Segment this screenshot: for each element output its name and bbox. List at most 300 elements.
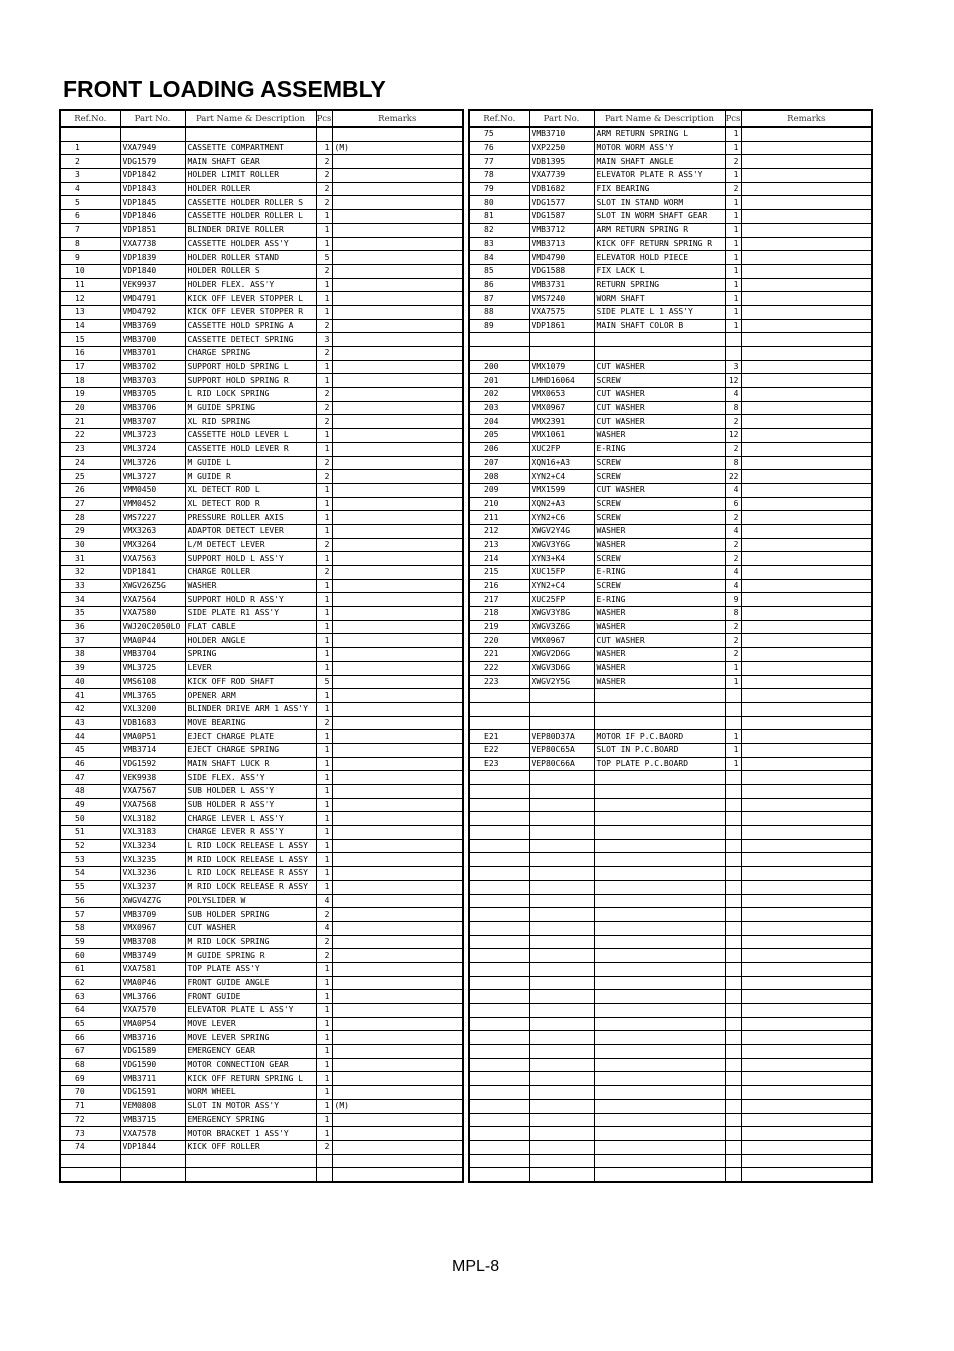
cell-pcs: 4 <box>725 388 741 402</box>
cell-part: VDG1588 <box>529 264 594 278</box>
cell-remarks <box>332 990 463 1004</box>
cell-ref: 25 <box>60 470 120 484</box>
cell-remarks <box>741 401 872 415</box>
cell-part: VDP1843 <box>120 182 185 196</box>
cell-ref: 33 <box>60 579 120 593</box>
cell-pcs: 4 <box>316 894 332 908</box>
header-desc: Part Name & Description <box>594 110 725 127</box>
cell-part <box>120 127 185 141</box>
cell-part: VMX1079 <box>529 360 594 374</box>
cell-desc: SUPPORT HOLD R ASS'Y <box>185 593 316 607</box>
cell-remarks <box>741 470 872 484</box>
cell-pcs <box>725 935 741 949</box>
cell-desc: WASHER <box>594 524 725 538</box>
cell-pcs: 1 <box>316 1072 332 1086</box>
cell-remarks <box>332 702 463 716</box>
cell-part <box>529 867 594 881</box>
cell-part: VXA7575 <box>529 305 594 319</box>
cell-pcs: 1 <box>725 210 741 224</box>
cell-ref <box>469 1058 529 1072</box>
table-row <box>469 196 872 210</box>
table-row <box>469 388 872 402</box>
cell-remarks <box>741 497 872 511</box>
cell-part: VDP1839 <box>120 251 185 265</box>
table-row <box>469 278 872 292</box>
cell-pcs: 1 <box>316 812 332 826</box>
cell-pcs: 4 <box>725 483 741 497</box>
cell-desc: ADAPTOR DETECT LEVER <box>185 524 316 538</box>
cell-ref: 14 <box>60 319 120 333</box>
cell-pcs: 5 <box>316 251 332 265</box>
cell-ref: 221 <box>469 648 529 662</box>
cell-remarks <box>741 702 872 716</box>
cell-ref: 48 <box>60 785 120 799</box>
cell-ref: 49 <box>60 798 120 812</box>
cell-ref: 76 <box>469 141 529 155</box>
cell-ref: 203 <box>469 401 529 415</box>
cell-pcs: 4 <box>725 524 741 538</box>
cell-remarks <box>741 593 872 607</box>
table-row <box>60 347 463 361</box>
cell-part: VDB1683 <box>120 716 185 730</box>
cell-part <box>529 347 594 361</box>
cell-remarks <box>332 237 463 251</box>
cell-ref <box>469 1045 529 1059</box>
cell-part: VXA7739 <box>529 169 594 183</box>
cell-part: VMX0967 <box>120 921 185 935</box>
cell-ref: 10 <box>60 264 120 278</box>
cell-ref <box>60 1168 120 1182</box>
cell-remarks <box>741 1045 872 1059</box>
cell-pcs: 1 <box>725 251 741 265</box>
table-row <box>60 1113 463 1127</box>
cell-desc: SUPPORT HOLD SPRING L <box>185 360 316 374</box>
cell-ref <box>469 826 529 840</box>
cell-remarks <box>332 401 463 415</box>
cell-pcs: 1 <box>316 785 332 799</box>
cell-remarks <box>741 798 872 812</box>
cell-remarks <box>741 880 872 894</box>
cell-pcs: 2 <box>316 401 332 415</box>
cell-part: XUC25FP <box>529 593 594 607</box>
cell-desc: MOVE LEVER SPRING <box>185 1031 316 1045</box>
cell-ref: 37 <box>60 634 120 648</box>
cell-part <box>120 1168 185 1182</box>
cell-remarks <box>332 620 463 634</box>
cell-ref: 26 <box>60 483 120 497</box>
table-row <box>469 1086 872 1100</box>
cell-remarks <box>741 634 872 648</box>
cell-desc <box>594 689 725 703</box>
cell-desc: MOVE LEVER <box>185 1017 316 1031</box>
cell-desc: POLYSLIDER W <box>185 894 316 908</box>
cell-remarks <box>741 374 872 388</box>
table-row <box>60 155 463 169</box>
cell-pcs: 1 <box>316 552 332 566</box>
cell-desc: WASHER <box>594 607 725 621</box>
cell-desc <box>594 990 725 1004</box>
table-header <box>469 110 872 127</box>
cell-pcs: 1 <box>316 853 332 867</box>
cell-ref <box>469 880 529 894</box>
cell-desc: CHARGE LEVER L ASS'Y <box>185 812 316 826</box>
table-row <box>60 962 463 976</box>
cell-remarks <box>332 962 463 976</box>
cell-remarks <box>741 743 872 757</box>
cell-remarks <box>332 388 463 402</box>
table-row <box>60 579 463 593</box>
table-row <box>60 880 463 894</box>
cell-part: VDG1579 <box>120 155 185 169</box>
table-row <box>60 675 463 689</box>
table-row <box>60 566 463 580</box>
cell-ref: 204 <box>469 415 529 429</box>
cell-ref: 34 <box>60 593 120 607</box>
cell-pcs: 1 <box>725 141 741 155</box>
cell-part: XWGV2D6G <box>529 648 594 662</box>
cell-ref: 30 <box>60 538 120 552</box>
cell-desc <box>594 1140 725 1154</box>
cell-desc: WORM WHEEL <box>185 1086 316 1100</box>
cell-remarks <box>741 976 872 990</box>
cell-ref: 54 <box>60 867 120 881</box>
cell-desc: CUT WASHER <box>594 401 725 415</box>
cell-desc: FRONT GUIDE <box>185 990 316 1004</box>
cell-ref: 218 <box>469 607 529 621</box>
cell-part: VMB3709 <box>120 908 185 922</box>
cell-pcs: 1 <box>725 305 741 319</box>
cell-desc <box>594 949 725 963</box>
cell-remarks <box>741 1113 872 1127</box>
cell-remarks <box>741 867 872 881</box>
cell-part: VXA7563 <box>120 552 185 566</box>
cell-pcs: 5 <box>316 675 332 689</box>
cell-desc: XL DETECT ROD L <box>185 483 316 497</box>
cell-ref: 8 <box>60 237 120 251</box>
cell-ref: 66 <box>60 1031 120 1045</box>
cell-remarks <box>332 1168 463 1182</box>
cell-part <box>529 962 594 976</box>
cell-remarks <box>332 470 463 484</box>
cell-pcs: 1 <box>316 223 332 237</box>
cell-pcs: 1 <box>725 675 741 689</box>
cell-ref: 3 <box>60 169 120 183</box>
cell-ref: 22 <box>60 429 120 443</box>
cell-desc: CUT WASHER <box>185 921 316 935</box>
cell-pcs: 2 <box>725 538 741 552</box>
cell-remarks <box>741 607 872 621</box>
cell-remarks <box>332 716 463 730</box>
cell-remarks <box>332 456 463 470</box>
cell-pcs: 1 <box>316 579 332 593</box>
cell-remarks <box>741 196 872 210</box>
cell-pcs: 1 <box>316 1086 332 1100</box>
cell-part: VMB3707 <box>120 415 185 429</box>
table-row <box>60 990 463 1004</box>
cell-part <box>529 333 594 347</box>
cell-ref: 89 <box>469 319 529 333</box>
cell-ref: 73 <box>60 1127 120 1141</box>
cell-pcs: 1 <box>316 1099 332 1113</box>
cell-part: XYN2+C6 <box>529 511 594 525</box>
cell-pcs: 2 <box>316 456 332 470</box>
cell-ref: 57 <box>60 908 120 922</box>
cell-pcs: 1 <box>725 278 741 292</box>
cell-pcs: 12 <box>725 374 741 388</box>
table-row <box>60 702 463 716</box>
cell-part: LMHD16064 <box>529 374 594 388</box>
cell-part: VDP1842 <box>120 169 185 183</box>
table-row <box>469 771 872 785</box>
cell-pcs <box>725 689 741 703</box>
cell-remarks <box>741 675 872 689</box>
cell-remarks <box>741 785 872 799</box>
cell-ref: 29 <box>60 524 120 538</box>
table-row <box>60 812 463 826</box>
cell-ref <box>469 1017 529 1031</box>
cell-remarks <box>332 771 463 785</box>
cell-ref <box>469 908 529 922</box>
cell-pcs: 1 <box>725 730 741 744</box>
cell-ref <box>469 1140 529 1154</box>
page-title: FRONT LOADING ASSEMBLY <box>63 76 386 102</box>
cell-remarks <box>741 990 872 1004</box>
table-row <box>60 976 463 990</box>
cell-part <box>529 798 594 812</box>
cell-pcs <box>725 976 741 990</box>
cell-desc: TOP PLATE ASS'Y <box>185 962 316 976</box>
cell-part: VDP1840 <box>120 264 185 278</box>
cell-part: VMM0450 <box>120 483 185 497</box>
cell-desc <box>185 127 316 141</box>
cell-ref: 213 <box>469 538 529 552</box>
cell-ref: 38 <box>60 648 120 662</box>
table-row <box>469 812 872 826</box>
cell-remarks <box>332 1045 463 1059</box>
cell-desc: ELEVATOR PLATE L ASS'Y <box>185 1004 316 1018</box>
cell-remarks <box>332 757 463 771</box>
cell-desc: KICK OFF ROD SHAFT <box>185 675 316 689</box>
cell-pcs: 1 <box>725 196 741 210</box>
cell-ref <box>469 347 529 361</box>
cell-pcs: 1 <box>316 757 332 771</box>
cell-desc: KICK OFF LEVER STOPPER L <box>185 292 316 306</box>
cell-remarks <box>741 853 872 867</box>
cell-part: VML3724 <box>120 442 185 456</box>
cell-pcs: 2 <box>316 538 332 552</box>
cell-ref: 69 <box>60 1072 120 1086</box>
cell-ref <box>469 812 529 826</box>
cell-remarks <box>332 798 463 812</box>
cell-part: XYN2+C4 <box>529 470 594 484</box>
cell-desc: E-RING <box>594 442 725 456</box>
cell-pcs: 1 <box>316 976 332 990</box>
table-row <box>469 552 872 566</box>
cell-remarks <box>332 730 463 744</box>
cell-remarks <box>332 689 463 703</box>
cell-ref: 63 <box>60 990 120 1004</box>
cell-remarks <box>332 319 463 333</box>
cell-part: XWGV3Y8G <box>529 607 594 621</box>
table-row <box>60 620 463 634</box>
cell-remarks <box>741 648 872 662</box>
cell-ref <box>469 990 529 1004</box>
cell-desc: ELEVATOR PLATE R ASS'Y <box>594 169 725 183</box>
cell-part: VDP1845 <box>120 196 185 210</box>
cell-desc: FIX LACK L <box>594 264 725 278</box>
cell-desc: RETURN SPRING <box>594 278 725 292</box>
cell-ref <box>469 949 529 963</box>
cell-pcs <box>725 702 741 716</box>
cell-pcs: 1 <box>316 826 332 840</box>
table-row <box>469 880 872 894</box>
cell-ref <box>469 1154 529 1168</box>
cell-desc: CASSETTE HOLDER ASS'Y <box>185 237 316 251</box>
cell-remarks <box>332 251 463 265</box>
cell-remarks <box>332 415 463 429</box>
cell-desc: SLOT IN STAND WORM <box>594 196 725 210</box>
cell-ref: 58 <box>60 921 120 935</box>
cell-ref: 205 <box>469 429 529 443</box>
cell-desc: FLAT CABLE <box>185 620 316 634</box>
cell-desc: WASHER <box>594 648 725 662</box>
cell-remarks <box>332 374 463 388</box>
table-row <box>60 839 463 853</box>
cell-pcs: 2 <box>316 155 332 169</box>
table-row <box>469 579 872 593</box>
cell-ref: E23 <box>469 757 529 771</box>
table-row <box>469 155 872 169</box>
table-row <box>469 839 872 853</box>
cell-pcs: 1 <box>316 483 332 497</box>
table-row <box>469 743 872 757</box>
cell-desc <box>594 908 725 922</box>
cell-part: VXA7578 <box>120 1127 185 1141</box>
cell-ref: 15 <box>60 333 120 347</box>
cell-desc <box>594 771 725 785</box>
table-row <box>60 305 463 319</box>
cell-part: VML3723 <box>120 429 185 443</box>
cell-ref: 18 <box>60 374 120 388</box>
table-row <box>469 716 872 730</box>
cell-desc: MAIN SHAFT LUCK R <box>185 757 316 771</box>
table-row <box>469 921 872 935</box>
cell-remarks <box>332 675 463 689</box>
table-row <box>60 251 463 265</box>
cell-pcs <box>725 1099 741 1113</box>
cell-ref <box>469 785 529 799</box>
cell-remarks <box>332 264 463 278</box>
table-row <box>469 442 872 456</box>
cell-pcs <box>725 1140 741 1154</box>
cell-ref: 81 <box>469 210 529 224</box>
cell-remarks <box>741 347 872 361</box>
cell-remarks <box>332 1031 463 1045</box>
table-row <box>469 620 872 634</box>
cell-pcs <box>725 1154 741 1168</box>
table-row <box>60 634 463 648</box>
cell-desc: SPRING <box>185 648 316 662</box>
cell-ref: 83 <box>469 237 529 251</box>
cell-ref: 40 <box>60 675 120 689</box>
cell-ref <box>60 1154 120 1168</box>
table-row <box>60 456 463 470</box>
cell-desc: SUB HOLDER L ASS'Y <box>185 785 316 799</box>
cell-remarks <box>741 730 872 744</box>
cell-ref <box>469 1004 529 1018</box>
cell-ref: 217 <box>469 593 529 607</box>
cell-remarks <box>741 538 872 552</box>
cell-remarks <box>741 141 872 155</box>
cell-desc: SLOT IN MOTOR ASS'Y <box>185 1099 316 1113</box>
cell-pcs: 2 <box>316 949 332 963</box>
header-desc: Part Name & Description <box>185 110 316 127</box>
cell-part: VMM0452 <box>120 497 185 511</box>
cell-part: XWGV3Y6G <box>529 538 594 552</box>
cell-part: VDG1592 <box>120 757 185 771</box>
cell-pcs: 2 <box>316 1140 332 1154</box>
cell-remarks <box>741 935 872 949</box>
cell-desc: CASSETTE HOLDER ROLLER S <box>185 196 316 210</box>
cell-ref <box>469 894 529 908</box>
cell-remarks <box>332 593 463 607</box>
cell-part: VXA7949 <box>120 141 185 155</box>
cell-pcs <box>725 716 741 730</box>
cell-ref: 17 <box>60 360 120 374</box>
cell-pcs: 1 <box>316 1045 332 1059</box>
cell-part: VMB3715 <box>120 1113 185 1127</box>
header-part: Part No. <box>120 110 185 127</box>
cell-ref: 75 <box>469 127 529 141</box>
cell-part: VDG1577 <box>529 196 594 210</box>
cell-part: VMX3263 <box>120 524 185 538</box>
cell-remarks <box>332 1017 463 1031</box>
table-row <box>60 360 463 374</box>
cell-part <box>529 1058 594 1072</box>
cell-desc: WASHER <box>594 429 725 443</box>
cell-part: VMB3714 <box>120 743 185 757</box>
cell-part <box>529 1045 594 1059</box>
cell-pcs: 2 <box>316 908 332 922</box>
cell-desc: FIX BEARING <box>594 182 725 196</box>
table-row <box>60 1058 463 1072</box>
cell-desc: SCREW <box>594 374 725 388</box>
table-row <box>60 1031 463 1045</box>
table-row <box>469 470 872 484</box>
cell-remarks <box>741 319 872 333</box>
table-row <box>60 401 463 415</box>
cell-desc <box>594 921 725 935</box>
cell-pcs: 1 <box>316 593 332 607</box>
cell-pcs: 1 <box>316 305 332 319</box>
cell-part <box>529 976 594 990</box>
cell-ref: 4 <box>60 182 120 196</box>
cell-pcs <box>725 771 741 785</box>
cell-remarks <box>741 127 872 141</box>
cell-pcs: 1 <box>316 497 332 511</box>
header-part: Part No. <box>529 110 594 127</box>
table-row <box>469 251 872 265</box>
cell-part: VEK9937 <box>120 278 185 292</box>
cell-remarks <box>332 743 463 757</box>
cell-pcs: 1 <box>316 743 332 757</box>
cell-ref: 79 <box>469 182 529 196</box>
cell-part: VEK9938 <box>120 771 185 785</box>
table-row <box>469 347 872 361</box>
cell-part: XYN2+C4 <box>529 579 594 593</box>
cell-remarks <box>741 292 872 306</box>
cell-remarks <box>332 566 463 580</box>
